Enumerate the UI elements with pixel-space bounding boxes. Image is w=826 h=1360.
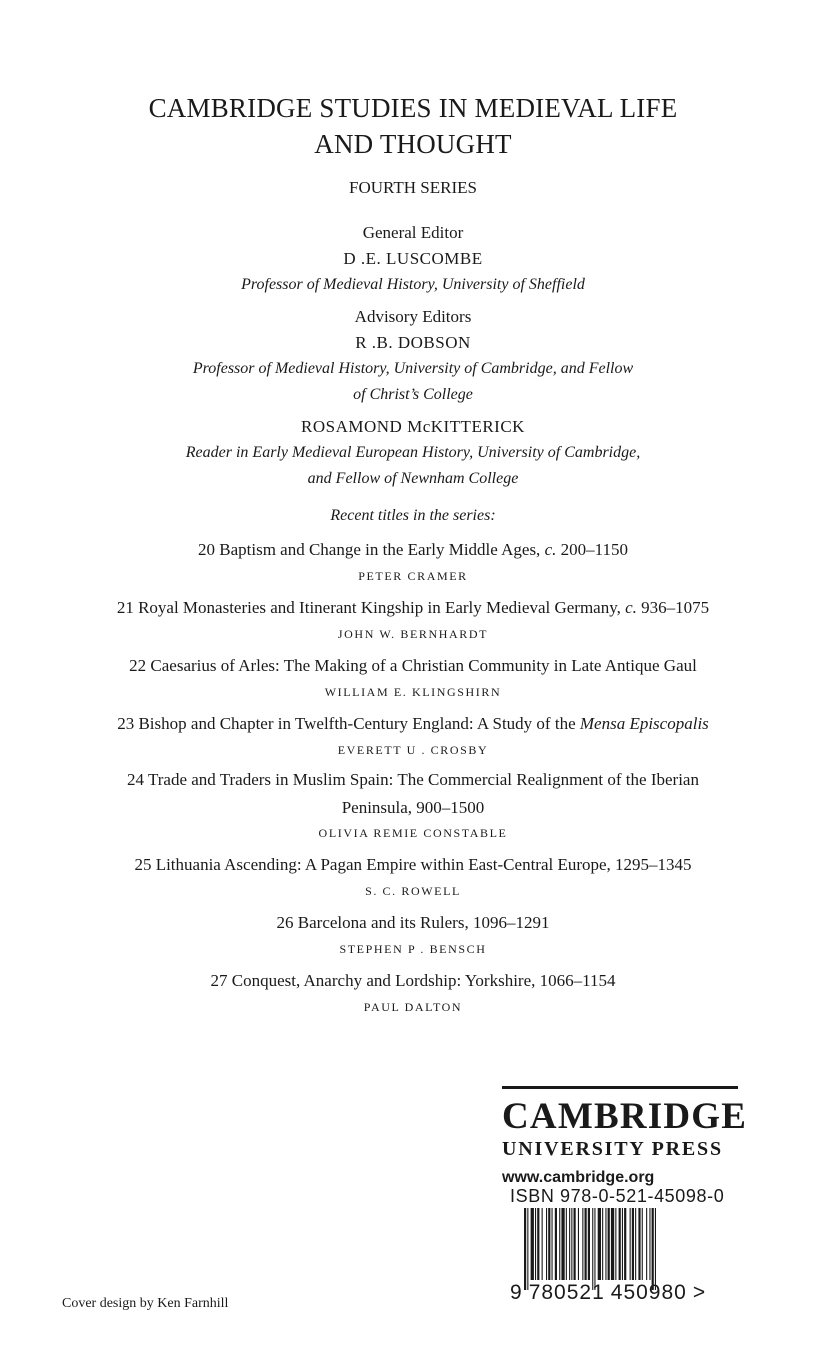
barcode-bar (642, 1208, 643, 1280)
barcode-bar (594, 1208, 595, 1290)
barcode-bar (548, 1208, 550, 1280)
series-title-author: EVERETT U . CROSBY (337, 743, 489, 757)
recent-titles-heading: Recent titles in the series: (330, 507, 496, 524)
barcode-bar (574, 1208, 576, 1280)
series-title-author: S. C. ROWELL (365, 884, 461, 898)
series-title-entry: 23 Bishop and Chapter in Twelfth-Century England: A Study of the Mensa Episcopalis (117, 714, 709, 733)
advisory-editors-role: Advisory Editors (354, 307, 472, 326)
series-subtitle: FOURTH SERIES (349, 178, 477, 197)
barcode-bar (566, 1208, 567, 1280)
barcode-bar (615, 1208, 616, 1280)
isbn-label: ISBN 978-0-521-45098-0 (510, 1186, 725, 1206)
publisher-website: www.cambridge.org (502, 1169, 655, 1186)
barcode-bar (630, 1208, 631, 1280)
barcode-digit-lead: 9 (510, 1281, 523, 1304)
series-title-line1: CAMBRIDGE STUDIES IN MEDIEVAL LIFE (148, 93, 678, 123)
barcode-digit-group-right: 450980 (610, 1281, 687, 1304)
advisory-editor-2-name: ROSAMOND McKITTERICK (301, 417, 525, 436)
barcode-bar (646, 1208, 647, 1280)
series-title-entry: 22 Caesarius of Arles: The Making of a Christian Community in Late Antique Gaul (129, 656, 697, 675)
barcode-bar (619, 1208, 621, 1280)
cover-credit: Cover design by Ken Farnhill (62, 1296, 229, 1311)
advisory-editor-1-affiliation-line2: of Christ’s College (353, 386, 473, 403)
series-title-entry: 26 Barcelona and its Rulers, 1096–1291 (276, 913, 550, 932)
barcode-bar (582, 1208, 583, 1280)
barcode-bar (559, 1208, 560, 1280)
barcode-bar (624, 1208, 626, 1280)
barcode-bar (652, 1208, 654, 1290)
barcode-bar (592, 1208, 593, 1290)
barcode-digits (510, 1281, 712, 1305)
series-title-author: PAUL DALTON (363, 1000, 463, 1014)
series-title-author: JOHN W. BERNHARDT (337, 627, 489, 641)
series-title-line2: AND THOUGHT (314, 129, 512, 159)
advisory-editor-2-affiliation-line2: and Fellow of Newnham College (307, 470, 519, 487)
barcode-bar (569, 1208, 570, 1280)
series-title (0, 90, 826, 162)
barcode-bar (655, 1208, 656, 1290)
barcode-bar (602, 1208, 603, 1280)
series-title-entry: 27 Conquest, Anarchy and Lordship: Yorkshire, 1066–1154 (210, 971, 616, 990)
publisher-name: CAMBRIDGE (502, 1096, 748, 1137)
barcode-bar (605, 1208, 606, 1280)
general-editor-role: General Editor (362, 223, 464, 242)
barcode-bar (542, 1208, 543, 1280)
general-editor-name: D .E. LUSCOMBE (343, 249, 483, 268)
barcode-image (524, 1208, 720, 1290)
barcode-bar (632, 1208, 634, 1280)
series-title-author: PETER CRAMER (358, 569, 468, 583)
series-title-entry: 25 Lithuania Ascending: A Pagan Empire within East-Central Europe, 1295–1345 (134, 855, 692, 874)
barcode-digit-group-left: 780521 (528, 1281, 605, 1304)
barcode-bar (585, 1208, 587, 1280)
series-title-author: STEPHEN P . BENSCH (339, 942, 487, 956)
barcode-bar (535, 1208, 536, 1280)
barcode-bar (571, 1208, 572, 1280)
series-title-entry: 20 Baptism and Change in the Early Middle Ages, c. 200–1150 (198, 540, 628, 559)
barcode-bar (635, 1208, 636, 1280)
barcode-bar (588, 1208, 590, 1280)
series-title-author: OLIVIA REMIE CONSTABLE (318, 826, 508, 840)
barcode-bar (638, 1208, 640, 1280)
advisory-editor-2-affiliation-line1: Reader in Early Medieval European History, University of Cambridge, (185, 444, 641, 461)
publisher-logo (502, 1086, 748, 1189)
barcode-bar (649, 1208, 650, 1280)
barcode-bar (611, 1208, 614, 1280)
barcode-bar (531, 1208, 534, 1280)
barcode-bar (555, 1208, 557, 1280)
series-title-author: WILLIAM E. KLINGSHIRN (324, 685, 502, 699)
advisory-editor-1-name: R .B. DOBSON (355, 333, 471, 352)
series-title-entry: 24 Trade and Traders in Muslim Spain: The Commercial Realignment of the Iberian Peninsula, 900–1500 (127, 770, 699, 817)
barcode-bar (524, 1208, 526, 1290)
barcode-bar (552, 1208, 553, 1280)
barcode-bar (578, 1208, 579, 1280)
publisher-rule (502, 1086, 738, 1089)
series-title-entry: 21 Royal Monasteries and Itinerant Kingship in Early Medieval Germany, c. 936–1075 (116, 598, 710, 617)
barcode-bar (546, 1208, 547, 1280)
barcode-digit-end: > (692, 1281, 707, 1304)
barcode-bar (561, 1208, 564, 1280)
barcode-bar (622, 1208, 623, 1280)
barcode-bar (598, 1208, 601, 1280)
barcode-bar (608, 1208, 610, 1280)
advisory-editor-1-affiliation-line1: Professor of Medieval History, University of Cambridge, and Fellow (192, 360, 634, 377)
barcode (524, 1208, 720, 1290)
general-editor-affiliation: Professor of Medieval History, University of Sheffield (241, 276, 585, 293)
publisher-subname: UNIVERSITY PRESS (502, 1138, 723, 1160)
barcode-bar (537, 1208, 539, 1280)
barcode-bar (527, 1208, 528, 1290)
